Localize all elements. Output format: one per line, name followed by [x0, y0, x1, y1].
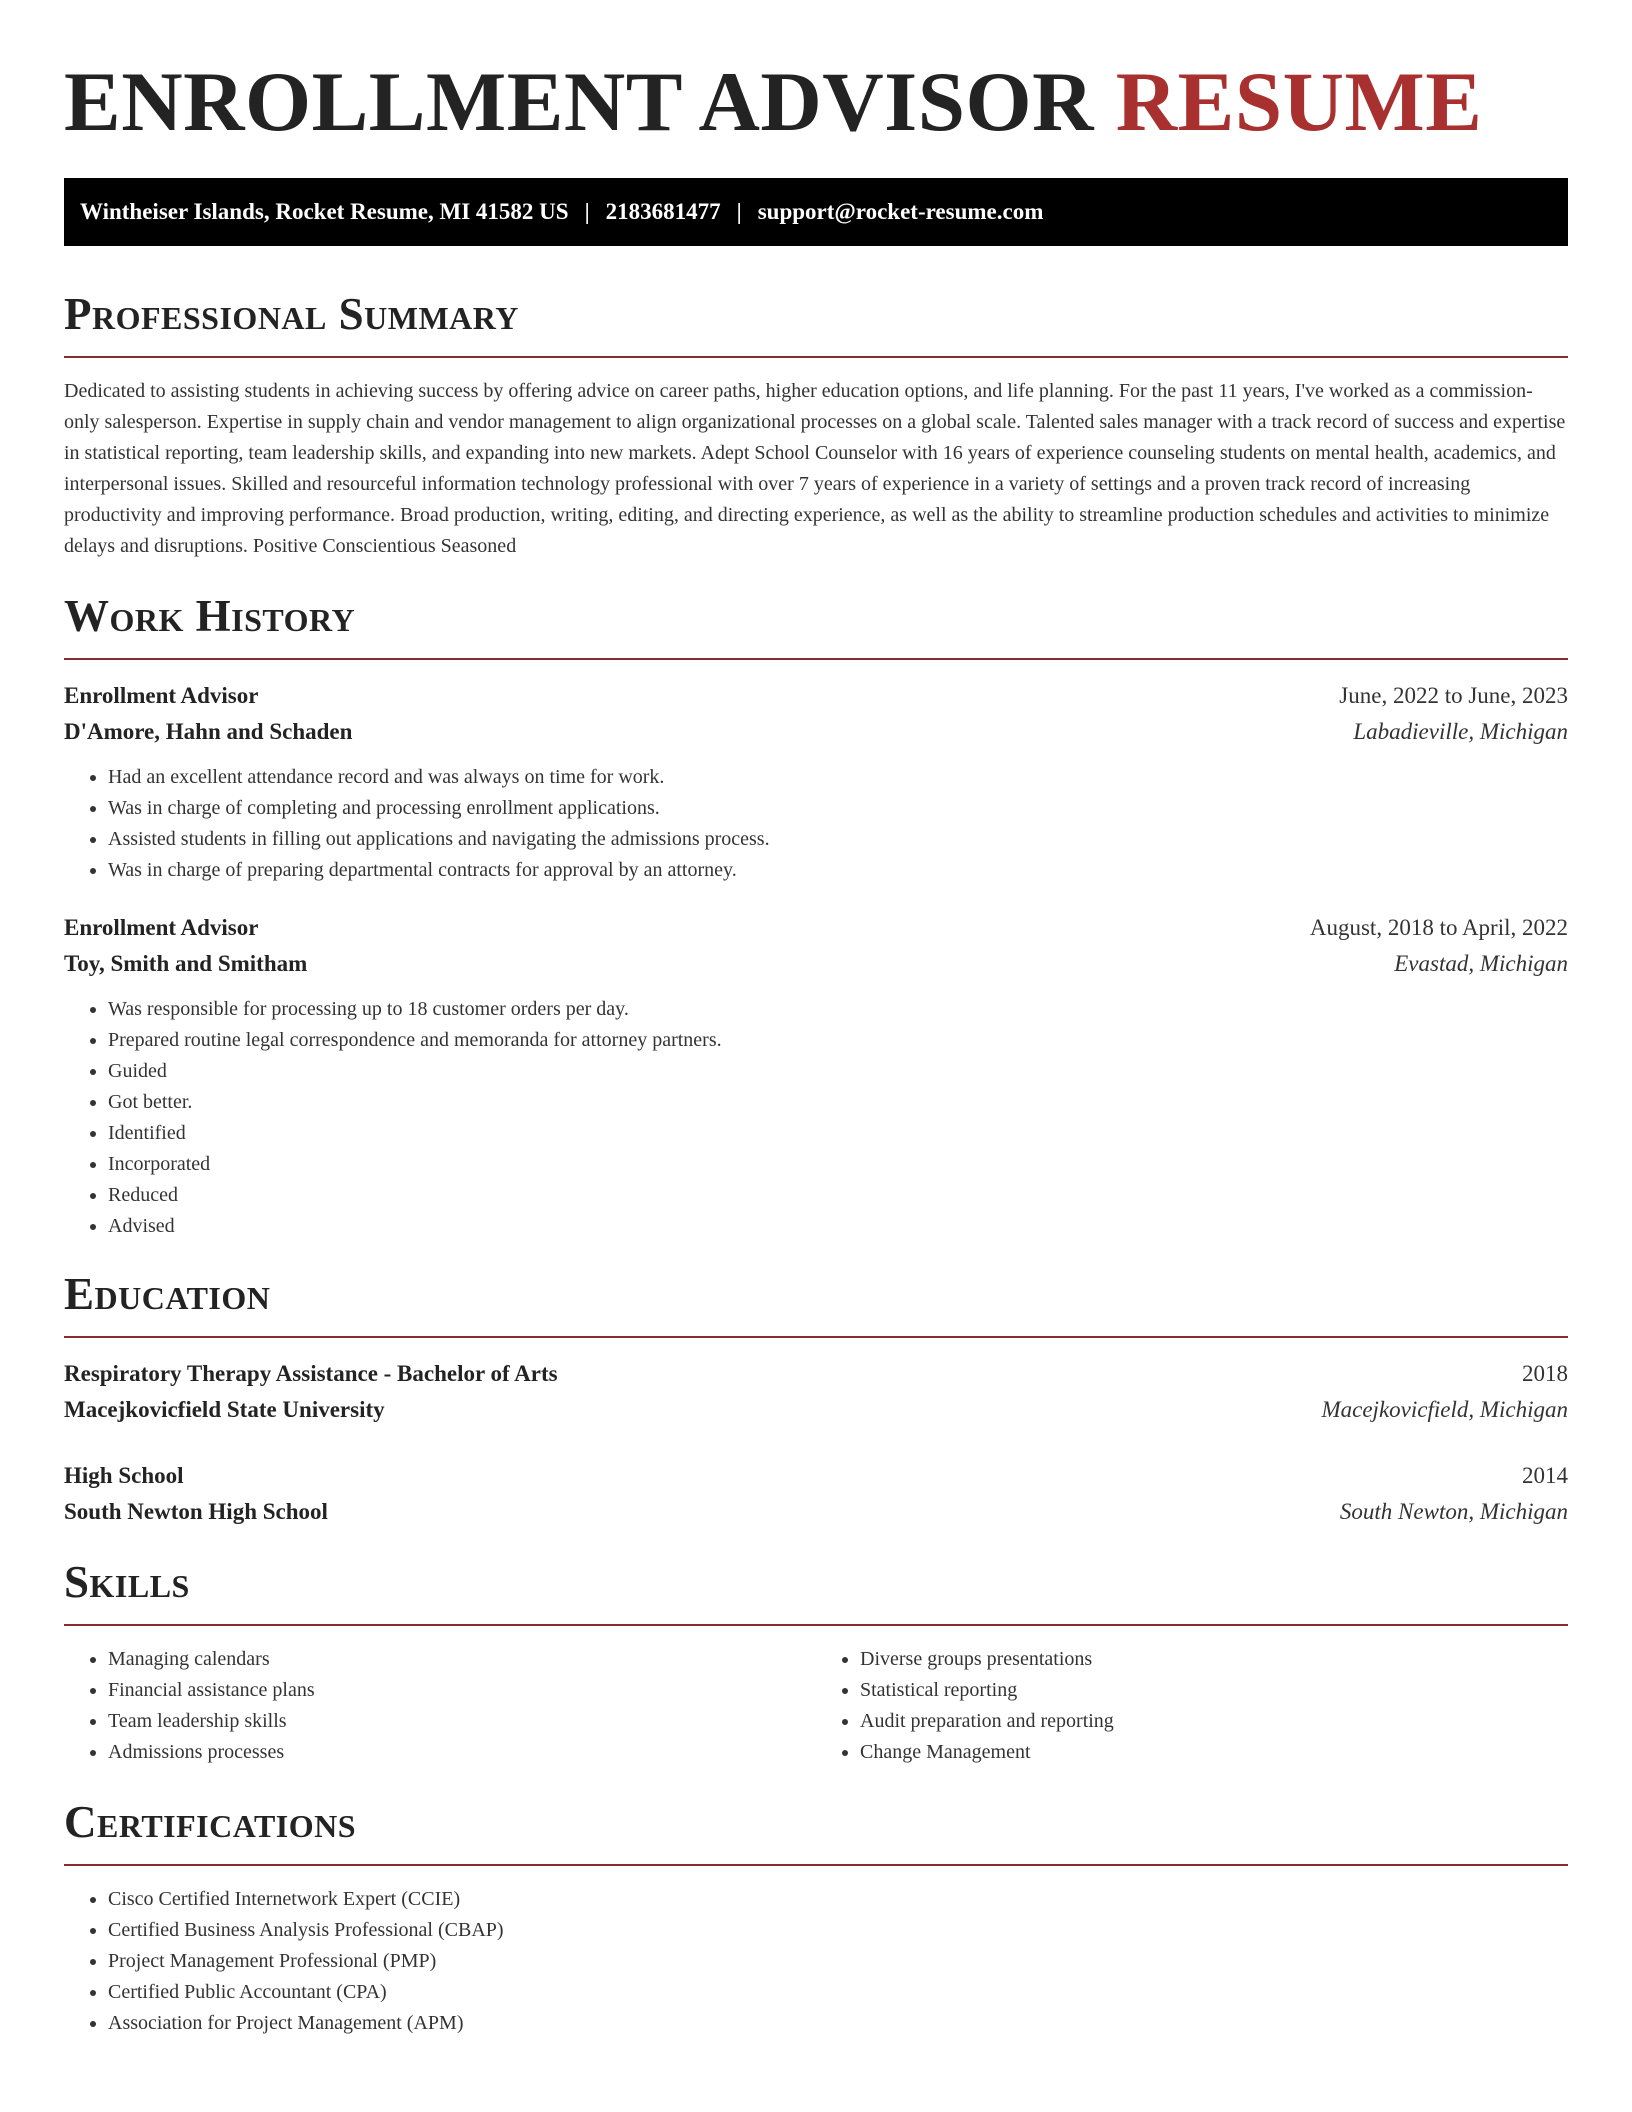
job-company-row	[64, 946, 1568, 982]
certifications-heading: Certifications	[64, 1797, 357, 1847]
education-school: Macejkovicfield State University	[64, 1397, 385, 1422]
education-year: 2018	[1522, 1361, 1568, 1386]
education-section	[64, 1266, 1568, 1530]
job-entry	[64, 910, 1568, 1242]
summary-text: Dedicated to assisting students in achieving success by offering advice on career paths, higher education options, and life planning. For the past 11 years, I've worked as a commission-only salesperson. Expertise in supply chain and vendor management to align organizational processes on a global scale. Talented sales manager with a track record of success and expertise in statistical reporting, team leadership skills, and expanding into new markets. Adept School Counselor with 16 years of experience counseling students on mental health, academics, and interpersonal issues. Skilled and resourceful information technology professional with over 7 years of experience in a variety of settings and a proven track record of increasing productivity and improving performance. Broad production, writing, editing, and directing experience, as well as the ability to streamline production schedules and activities to minimize delays and disruptions. Positive Conscientious Seasoned	[64, 380, 1566, 557]
list-item: • Was in charge of preparing departmental contracts for approval by an attorney.	[108, 855, 1568, 886]
summary-heading: Professional Summary	[64, 289, 519, 339]
list-item: • Certified Public Accountant (CPA)	[108, 1977, 1568, 2008]
skills-column-left	[64, 1644, 816, 1768]
job-title-row	[64, 910, 1568, 946]
job-bullets	[64, 762, 1568, 886]
job-entry	[64, 678, 1568, 886]
job-title: Enrollment Advisor	[64, 683, 259, 708]
section-divider	[64, 356, 1568, 358]
title-accent: RESUME	[1115, 55, 1483, 149]
skills-heading: Skills	[64, 1557, 190, 1607]
list-item: • Team leadership skills	[108, 1706, 816, 1737]
list-item: • Had an excellent attendance record and was always on time for work.	[108, 762, 1568, 793]
list-item: • Financial assistance plans	[108, 1675, 816, 1706]
list-item: • Change Management	[860, 1737, 1568, 1768]
certifications-list	[64, 1884, 1568, 2039]
job-dates: August, 2018 to April, 2022	[1309, 915, 1568, 940]
education-school: South Newton High School	[64, 1499, 328, 1524]
list-item: • Association for Project Management (APM)	[108, 2008, 1568, 2039]
education-degree: High School	[64, 1463, 184, 1488]
education-year: 2014	[1522, 1463, 1568, 1488]
list-item: • Identified	[108, 1118, 1568, 1149]
section-divider	[64, 1624, 1568, 1626]
contact-email: support@rocket-resume.com	[757, 199, 1044, 224]
list-item: • Audit preparation and reporting	[860, 1706, 1568, 1737]
education-degree: Respiratory Therapy Assistance - Bachelor of Arts	[64, 1361, 558, 1386]
contact-separator: |	[584, 199, 590, 224]
contact-address: Wintheiser Islands, Rocket Resume, MI 41582 US	[80, 199, 569, 224]
education-school-row	[64, 1494, 1568, 1530]
list-item: • Admissions processes	[108, 1737, 816, 1768]
job-location: Evastad, Michigan	[1394, 951, 1568, 976]
job-title: Enrollment Advisor	[64, 915, 259, 940]
list-item: • Reduced	[108, 1180, 1568, 1211]
job-dates: June, 2022 to June, 2023	[1339, 683, 1568, 708]
section-divider	[64, 1336, 1568, 1338]
list-item: • Diverse groups presentations	[860, 1644, 1568, 1675]
resume-title	[64, 52, 1568, 152]
list-item: • Prepared routine legal correspondence and memoranda for attorney partners.	[108, 1025, 1568, 1056]
list-item: • Managing calendars	[108, 1644, 816, 1675]
list-item: • Statistical reporting	[860, 1675, 1568, 1706]
education-degree-row	[64, 1458, 1568, 1494]
section-divider	[64, 1864, 1568, 1866]
contact-separator: |	[736, 199, 742, 224]
job-title-row	[64, 678, 1568, 714]
education-entry	[64, 1458, 1568, 1530]
list-item: • Was in charge of completing and processing enrollment applications.	[108, 793, 1568, 824]
list-item: • Got better.	[108, 1087, 1568, 1118]
education-entry	[64, 1356, 1568, 1428]
list-item: • Advised	[108, 1211, 1568, 1242]
list-item: • Assisted students in filling out applications and navigating the admissions process.	[108, 824, 1568, 855]
education-location: South Newton, Michigan	[1339, 1499, 1568, 1524]
list-item: • Was responsible for processing up to 18 customer orders per day.	[108, 994, 1568, 1025]
list-item: • Incorporated	[108, 1149, 1568, 1180]
summary-section	[64, 286, 1568, 562]
education-location: Macejkovicfield, Michigan	[1321, 1397, 1568, 1422]
job-company: D'Amore, Hahn and Schaden	[64, 719, 353, 744]
section-divider	[64, 658, 1568, 660]
work-history-heading: Work History	[64, 591, 356, 641]
job-company: Toy, Smith and Smitham	[64, 951, 308, 976]
list-item: • Certified Business Analysis Professional (CBAP)	[108, 1915, 1568, 1946]
job-bullets	[64, 994, 1568, 1242]
job-location: Labadieville, Michigan	[1353, 719, 1568, 744]
skills-column-right	[816, 1644, 1568, 1768]
education-heading: Education	[64, 1269, 271, 1319]
work-history-section	[64, 588, 1568, 1242]
skills-section	[64, 1554, 1568, 1768]
job-company-row	[64, 714, 1568, 750]
list-item: • Project Management Professional (PMP)	[108, 1946, 1568, 1977]
certifications-section	[64, 1794, 1568, 2039]
title-main: ENROLLMENT ADVISOR	[64, 55, 1094, 149]
education-school-row	[64, 1392, 1568, 1428]
list-item: • Cisco Certified Internetwork Expert (CCIE)	[108, 1884, 1568, 1915]
contact-bar	[64, 178, 1568, 246]
list-item: • Guided	[108, 1056, 1568, 1087]
skills-grid	[64, 1644, 1568, 1768]
education-degree-row	[64, 1356, 1568, 1392]
contact-phone: 2183681477	[605, 199, 721, 224]
